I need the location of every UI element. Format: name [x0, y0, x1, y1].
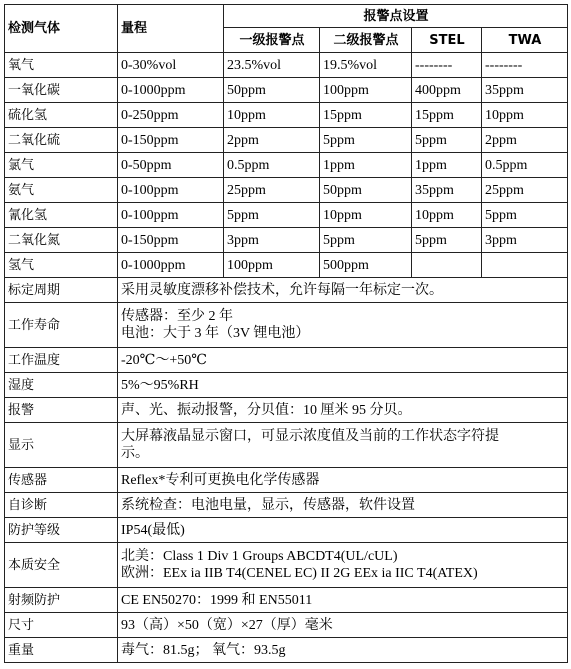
header-twa: TWA: [482, 28, 568, 53]
gas-level2-alarm: 500ppm: [320, 253, 412, 278]
gas-row: [5, 128, 568, 153]
spec-value: [118, 613, 568, 638]
gas-level1-alarm: 0.5ppm: [224, 153, 320, 178]
spec-label: 防护等级: [5, 518, 118, 543]
spec-value: [118, 303, 568, 348]
gas-name: 氯气: [5, 153, 118, 178]
spec-label: 显示: [5, 423, 118, 468]
spec-row: [5, 373, 568, 398]
header-range: 量程: [118, 5, 224, 53]
spec-label: 标定周期: [5, 278, 118, 303]
spec-value: [118, 588, 568, 613]
gas-row: [5, 78, 568, 103]
gas-range: 0-1000ppm: [118, 78, 224, 103]
spec-row: [5, 278, 568, 303]
spec-table-body: [5, 5, 568, 663]
spec-label: 湿度: [5, 373, 118, 398]
header-stel: STEL: [412, 28, 482, 53]
gas-twa: 2ppm: [482, 128, 568, 153]
spec-label: 尺寸: [5, 613, 118, 638]
gas-level2-alarm: 100ppm: [320, 78, 412, 103]
gas-range: 0-150ppm: [118, 128, 224, 153]
spec-value-line: 大屏幕液晶显示窗口，可显示浓度值及当前的工作状态字符提: [121, 429, 499, 444]
spec-row: [5, 398, 568, 423]
header-row-1: [5, 5, 568, 28]
gas-level1-alarm: 100ppm: [224, 253, 320, 278]
spec-label: 报警: [5, 398, 118, 423]
gas-twa: 3ppm: [482, 228, 568, 253]
gas-name: 二氧化氮: [5, 228, 118, 253]
gas-level1-alarm: 3ppm: [224, 228, 320, 253]
gas-row: [5, 153, 568, 178]
spec-value: [118, 398, 568, 423]
gas-name: 氰化氢: [5, 203, 118, 228]
spec-value: [118, 493, 568, 518]
gas-range: 0-100ppm: [118, 178, 224, 203]
spec-row: [5, 493, 568, 518]
gas-row: [5, 228, 568, 253]
spec-value-line: IP54(最低): [121, 522, 185, 538]
gas-level2-alarm: 1ppm: [320, 153, 412, 178]
spec-row: [5, 613, 568, 638]
gas-level2-alarm: 15ppm: [320, 103, 412, 128]
spec-label: 本质安全: [5, 543, 118, 588]
gas-stel: 5ppm: [412, 228, 482, 253]
gas-name: 氨气: [5, 178, 118, 203]
spec-value-line: 传感器：至少 2 年: [121, 309, 233, 324]
gas-stel: 35ppm: [412, 178, 482, 203]
gas-range: 0-250ppm: [118, 103, 224, 128]
gas-detector-spec-table: [4, 4, 568, 663]
spec-label: 工作寿命: [5, 303, 118, 348]
gas-row: [5, 103, 568, 128]
gas-row: [5, 253, 568, 278]
spec-value: [118, 638, 568, 663]
spec-row: [5, 518, 568, 543]
gas-stel: 15ppm: [412, 103, 482, 128]
gas-name: 硫化氢: [5, 103, 118, 128]
spec-value-line: CE EN50270：1999 和 EN55011: [121, 592, 313, 608]
header-level2: 二级报警点: [320, 28, 412, 53]
gas-stel: [412, 253, 482, 278]
header-alarm-settings: 报警点设置: [224, 5, 568, 28]
spec-value: [118, 423, 568, 468]
spec-row: [5, 588, 568, 613]
spec-value-line: Reflex*专利可更换电化学传感器: [121, 472, 320, 488]
gas-row: [5, 203, 568, 228]
spec-value: [118, 518, 568, 543]
gas-name: 氧气: [5, 53, 118, 78]
spec-row: [5, 303, 568, 348]
spec-value: [118, 348, 568, 373]
spec-value-line: 电池：大于 3 年（3V 锂电池）: [121, 326, 310, 341]
gas-stel: 400ppm: [412, 78, 482, 103]
spec-value-line: 系统检查：电池电量，显示，传感器，软件设置: [121, 497, 415, 513]
gas-name: 氢气: [5, 253, 118, 278]
gas-level1-alarm: 25ppm: [224, 178, 320, 203]
gas-twa: [482, 253, 568, 278]
spec-value-line: 93（高）×50（宽）×27（厚）毫米: [121, 617, 333, 633]
gas-level1-alarm: 10ppm: [224, 103, 320, 128]
spec-row: [5, 423, 568, 468]
gas-level1-alarm: 5ppm: [224, 203, 320, 228]
gas-stel: --------: [412, 53, 482, 78]
header-level1: 一级报警点: [224, 28, 320, 53]
gas-stel: 5ppm: [412, 128, 482, 153]
spec-value: [118, 373, 568, 398]
gas-level1-alarm: 2ppm: [224, 128, 320, 153]
gas-range: 0-1000ppm: [118, 253, 224, 278]
gas-range: 0-50ppm: [118, 153, 224, 178]
spec-row: [5, 638, 568, 663]
gas-level2-alarm: 5ppm: [320, 228, 412, 253]
spec-value-line: -20℃～+50℃: [121, 352, 207, 368]
spec-row: [5, 348, 568, 373]
gas-level2-alarm: 50ppm: [320, 178, 412, 203]
gas-level1-alarm: 50ppm: [224, 78, 320, 103]
gas-stel: 10ppm: [412, 203, 482, 228]
spec-label: 传感器: [5, 468, 118, 493]
spec-label: 射频防护: [5, 588, 118, 613]
spec-value-line: 5%～95%RH: [121, 377, 199, 393]
spec-label: 工作温度: [5, 348, 118, 373]
gas-level2-alarm: 10ppm: [320, 203, 412, 228]
gas-row: [5, 178, 568, 203]
gas-stel: 1ppm: [412, 153, 482, 178]
gas-range: 0-100ppm: [118, 203, 224, 228]
spec-value-line: 采用灵敏度漂移补偿技术，允许每隔一年标定一次。: [121, 282, 443, 298]
gas-twa: 10ppm: [482, 103, 568, 128]
gas-level2-alarm: 5ppm: [320, 128, 412, 153]
spec-value: [118, 278, 568, 303]
spec-value-line: 声、光、振动报警，分贝值：10 厘米 95 分贝。: [121, 402, 412, 418]
gas-level1-alarm: 23.5%vol: [224, 53, 320, 78]
spec-label: 自诊断: [5, 493, 118, 518]
spec-value-line: 示。: [121, 446, 149, 461]
spec-row: [5, 468, 568, 493]
gas-row: [5, 53, 568, 78]
gas-name: 一氧化碳: [5, 78, 118, 103]
spec-value-line: 北美：Class 1 Div 1 Groups ABCDT4(UL/cUL): [121, 549, 398, 564]
gas-twa: 35ppm: [482, 78, 568, 103]
gas-twa: 0.5ppm: [482, 153, 568, 178]
gas-twa: 5ppm: [482, 203, 568, 228]
spec-label: 重量: [5, 638, 118, 663]
spec-value-line: 欧洲：EEx ia IIB T4(CENEL EC) II 2G EEx ia IIC T4(ATEX): [121, 566, 478, 581]
spec-value: [118, 543, 568, 588]
spec-value: [118, 468, 568, 493]
gas-twa: --------: [482, 53, 568, 78]
gas-twa: 25ppm: [482, 178, 568, 203]
gas-range: 0-150ppm: [118, 228, 224, 253]
spec-value-line: 毒气：81.5g； 氧气：93.5g: [121, 642, 286, 658]
spec-row: [5, 543, 568, 588]
header-gas: 检测气体: [5, 5, 118, 53]
gas-name: 二氧化硫: [5, 128, 118, 153]
gas-level2-alarm: 19.5%vol: [320, 53, 412, 78]
gas-range: 0-30%vol: [118, 53, 224, 78]
